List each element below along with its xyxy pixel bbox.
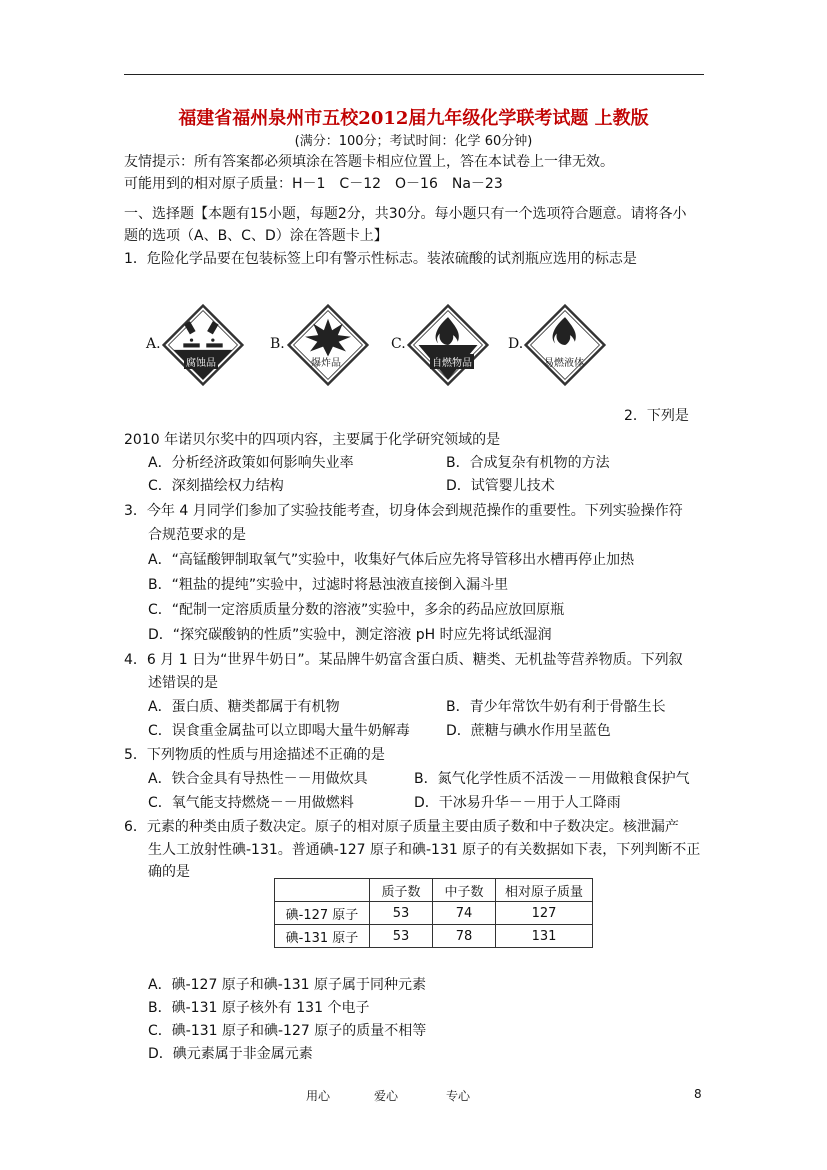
atomic-mass: 可能用到的相对原子质量：H－1 C－12 O－16 Na－23 [124, 176, 503, 192]
q3-option-c: C．“配制一定溶质质量分数的溶液”实验中，多余的药品应放回原瓶 [148, 602, 565, 618]
q6-option-c: C．碘-131 原子和碘-127 原子的质量不相等 [148, 1023, 427, 1039]
table-row [275, 902, 593, 925]
sign-d-label: 易燃液体 [544, 358, 584, 369]
table-row [275, 925, 593, 948]
table-header-cell [275, 879, 370, 902]
question-3: 3．今年 4 月同学们参加了实验技能考查，切身体会到规范操作的重要性。下列实验操作符 [124, 503, 683, 519]
question-4-cont: 述错误的是 [148, 675, 218, 691]
table-header-cell: 质子数 [370, 879, 433, 902]
sign-a [162, 304, 244, 386]
q5-option-c: C．氧气能支持燃烧－－用做燃料 [148, 795, 354, 811]
sign-c [407, 304, 489, 386]
q2-option-a: A．分析经济政策如何影响失业率 [148, 455, 354, 471]
footer-motto-3: 专心 [446, 1089, 471, 1103]
explosive-icon [287, 304, 369, 386]
question-5: 5．下列物质的性质与用途描述不正确的是 [124, 747, 385, 763]
q5-option-a: A．铁合金具有导热性－－用做炊具 [148, 771, 368, 787]
flame-icon [407, 304, 489, 386]
section1-heading-cont: 题的选项（A、B、C、D）涂在答题卡上】 [124, 228, 388, 244]
q4-option-b: B．青少年常饮牛奶有利于骨骼生长 [446, 699, 666, 715]
footer-motto-1: 用心 [306, 1089, 331, 1103]
q5-option-d: D．干冰易升华－－用于人工降雨 [414, 795, 621, 811]
sign-a-label: 腐蚀品 [184, 354, 218, 369]
question-1: 1．危险化学品要在包装标签上印有警示性标志。装浓硫酸的试剂瓶应选用的标志是 [124, 251, 637, 267]
q4-option-a: A．蛋白质、糖类都属于有机物 [148, 699, 340, 715]
table-cell: 78 [433, 925, 496, 948]
flame-icon [524, 304, 606, 386]
question-2: 2010 年诺贝尔奖中的四项内容，主要属于化学研究领域的是 [124, 432, 501, 448]
section1-heading: 一、选择题【本题有15小题，每题2分，共30分。每小题只有一个选项符合题意。请将各小 [124, 206, 687, 222]
question-3-cont: 合规范要求的是 [148, 527, 246, 543]
sign-d [524, 304, 606, 386]
question-4: 4．6 月 1 日为“世界牛奶日”。某品牌牛奶富含蛋白质、糖类、无机盐等营养物质。下列叙 [124, 652, 683, 668]
sign-c-label: 自燃物品 [430, 354, 474, 369]
question-6: 6．元素的种类由质子数决定。原子的相对原子质量主要由质子数和中子数决定。核泄漏产 [124, 819, 679, 835]
isotope-table [274, 878, 593, 948]
table-cell: 131 [496, 925, 593, 948]
question-6-cont1: 生人工放射性碘-131。普通碘-127 原子和碘-131 原子的有关数据如下表，下列判断不正 [148, 842, 701, 858]
table-header-row [275, 879, 593, 902]
q3-option-d: D．“探究碳酸钠的性质”实验中，测定溶液 pH 时应先将试纸湿润 [148, 627, 552, 643]
sign-c-letter: C. [391, 336, 406, 352]
q4-option-d: D．蔗糖与碘水作用呈蓝色 [446, 723, 611, 739]
sign-b-label: 爆炸品 [311, 358, 341, 369]
corrosive-icon [162, 304, 244, 386]
page-title: 福建省福州泉州市五校2012届九年级化学联考试题 上教版 [178, 108, 649, 129]
q2-option-d: D．试管婴儿技术 [446, 478, 555, 494]
subtitle: (满分：100分；考试时间：化学 60分钟) [294, 134, 533, 149]
footer-motto-2: 爱心 [374, 1089, 399, 1103]
q6-option-b: B．碘-131 原子核外有 131 个电子 [148, 1000, 370, 1016]
table-cell: 127 [496, 902, 593, 925]
table-header-cell: 中子数 [433, 879, 496, 902]
q4-option-c: C．误食重金属盐可以立即喝大量牛奶解毒 [148, 723, 410, 739]
question-6-cont2: 确的是 [148, 864, 190, 880]
table-cell: 53 [370, 925, 433, 948]
sign-b-letter: B. [270, 336, 285, 352]
notice: 友情提示：所有答案都必须填涂在答题卡相应位置上，答在本试卷上一律无效。 [124, 154, 614, 170]
sign-a-letter: A. [146, 336, 161, 352]
table-cell: 74 [433, 902, 496, 925]
table-cell: 53 [370, 902, 433, 925]
q6-option-d: D．碘元素属于非金属元素 [148, 1046, 313, 1062]
q2-option-c: C．深刻描绘权力结构 [148, 478, 284, 494]
header-rule [124, 74, 704, 75]
table-cell: 碘-131 原子 [275, 925, 370, 948]
sign-d-letter: D. [508, 336, 524, 352]
sign-b [287, 304, 369, 386]
q2-option-b: B．合成复杂有机物的方法 [446, 455, 610, 471]
question-2-head: 2．下列是 [624, 408, 689, 424]
q5-option-b: B．氮气化学性质不活泼－－用做粮食保护气 [414, 771, 690, 787]
page-number: 8 [694, 1087, 702, 1101]
q3-option-b: B．“粗盐的提纯”实验中，过滤时将悬浊液直接倒入漏斗里 [148, 577, 509, 593]
q3-option-a: A．“高锰酸钾制取氧气”实验中，收集好气体后应先将导管移出水槽再停止加热 [148, 552, 635, 568]
q6-option-a: A．碘-127 原子和碘-131 原子属于同种元素 [148, 977, 427, 993]
table-header-cell: 相对原子质量 [496, 879, 593, 902]
table-cell: 碘-127 原子 [275, 902, 370, 925]
